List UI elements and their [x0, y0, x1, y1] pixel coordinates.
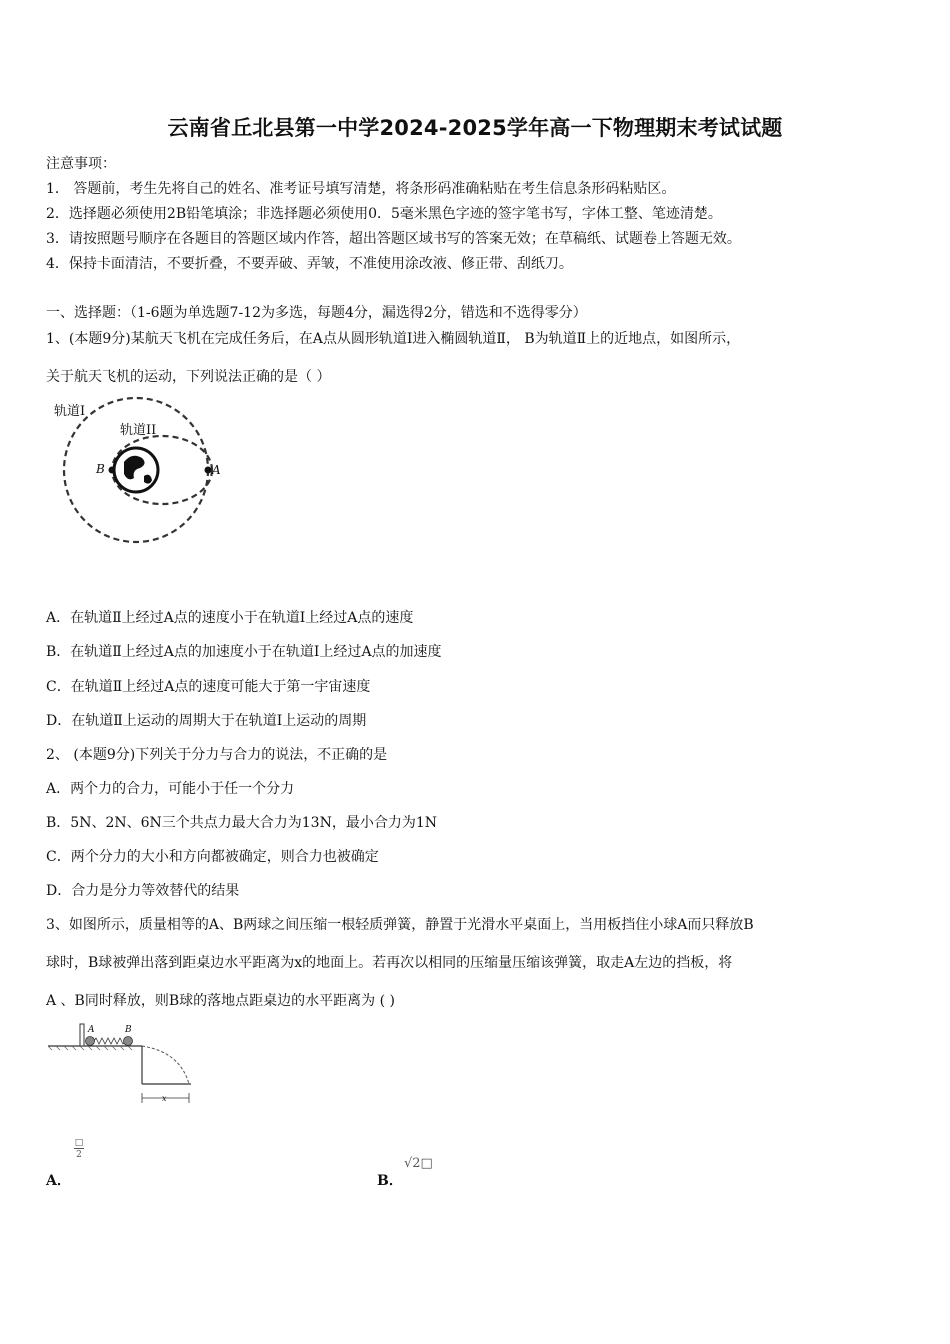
q1-option-a: A．在轨道Ⅱ上经过A点的速度小于在轨道I上经过A点的速度: [46, 610, 414, 626]
q1-option-c: C．在轨道Ⅱ上经过A点的速度可能大于第一宇宙速度: [46, 679, 371, 695]
q3-stem-line3: A 、B同时释放，则B球的落地点距桌边的水平距离为 ( ): [46, 993, 395, 1009]
ball-b-label: B: [125, 1025, 132, 1035]
q3-option-a-fraction: [74, 1138, 84, 1161]
point-b-label: B: [96, 462, 105, 476]
ball-b: [124, 1037, 133, 1046]
notice-item-3: 3．请按照题号顺序在各题目的答题区域内作答，超出答题区域书写的答案无效；在草稿纸、试题卷上答题无效。: [46, 231, 741, 247]
q1-stem-line2: 关于航天飞机的运动，下列说法正确的是（ ）: [46, 369, 331, 385]
q2-option-b: B．5N、2N、6N三个共点力最大合力为13N，最小合力为1N: [46, 815, 437, 831]
point-b-dot: [109, 467, 116, 474]
page-title: 云南省丘北县第一中学2024-2025学年高一下物理期末考试试题: [167, 116, 783, 140]
q3-option-a-label: A．: [46, 1173, 71, 1189]
notice-item-4: 4．保持卡面清洁，不要折叠，不要弄破、弄皱，不准使用涂改液、修正带、刮纸刀。: [46, 256, 573, 272]
spring: [94, 1038, 125, 1044]
blocking-board: [80, 1024, 84, 1046]
orbit-1-label: 轨道I: [54, 404, 86, 419]
ball-a: [86, 1037, 95, 1046]
q2-option-a: A．两个力的合力，可能小于任一个分力: [46, 781, 295, 797]
q2-option-c: C．两个分力的大小和方向都被确定，则合力也被确定: [46, 849, 379, 865]
q3-option-a-numerator: □: [74, 1138, 84, 1148]
notice-heading: 注意事项：: [46, 156, 116, 172]
q1-option-d: D．在轨道Ⅱ上运动的周期大于在轨道I上运动的周期: [46, 713, 367, 729]
earth-icon: [114, 448, 158, 492]
section-heading: 一、选择题：（1-6题为单选题7-12为多选，每题4分，漏选得2分，错选和不选得零分）: [46, 305, 587, 321]
notice-item-2: 2．选择题必须使用2B铅笔填涂；非选择题必须使用0．5毫米黑色字迹的签字笔书写，字体工整、笔迹清楚。: [46, 206, 722, 222]
distance-label: x: [162, 1094, 167, 1103]
q3-stem-line1: 3、如图所示，质量相等的A、B两球之间压缩一根轻质弹簧，静置于光滑水平桌面上，当用板挡住小球A而只释放B: [46, 917, 754, 933]
orbit-figure: [44, 396, 234, 556]
q3-option-a-denominator: 2: [74, 1148, 84, 1161]
spring-table-figure: [46, 1018, 196, 1108]
q2-stem: 2、 (本题9分)下列关于分力与合力的说法，不正确的是: [46, 747, 388, 763]
orbit-2-label: 轨道II: [120, 423, 157, 438]
ball-a-label: A: [88, 1025, 95, 1035]
point-a-label: A: [212, 463, 221, 477]
q3-stem-line2: 球时，B球被弹出落到距桌边水平距离为x的地面上。若再次以相同的压缩量压缩该弹簧，取走A左边的挡板，将: [46, 955, 733, 971]
q1-option-b: B．在轨道Ⅱ上经过A点的加速度小于在轨道I上经过A点的加速度: [46, 644, 442, 660]
point-a-dot: [205, 467, 212, 474]
notice-item-1: 1． 答题前，考生先将自己的姓名、准考证号填写清楚，将条形码准确粘贴在考生信息条形码粘贴区。: [46, 181, 676, 197]
q2-option-d: D．合力是分力等效替代的结果: [46, 883, 240, 899]
trajectory: [142, 1046, 189, 1084]
q3-option-b-value: √2□: [404, 1156, 433, 1171]
q3-option-b-label: B．: [377, 1173, 403, 1189]
q1-stem-line1: 1、(本题9分)某航天飞机在完成任务后，在A点从圆形轨道I进入椭圆轨道Ⅱ， B为轨道Ⅱ上的近地点，如图所示，: [46, 331, 741, 347]
